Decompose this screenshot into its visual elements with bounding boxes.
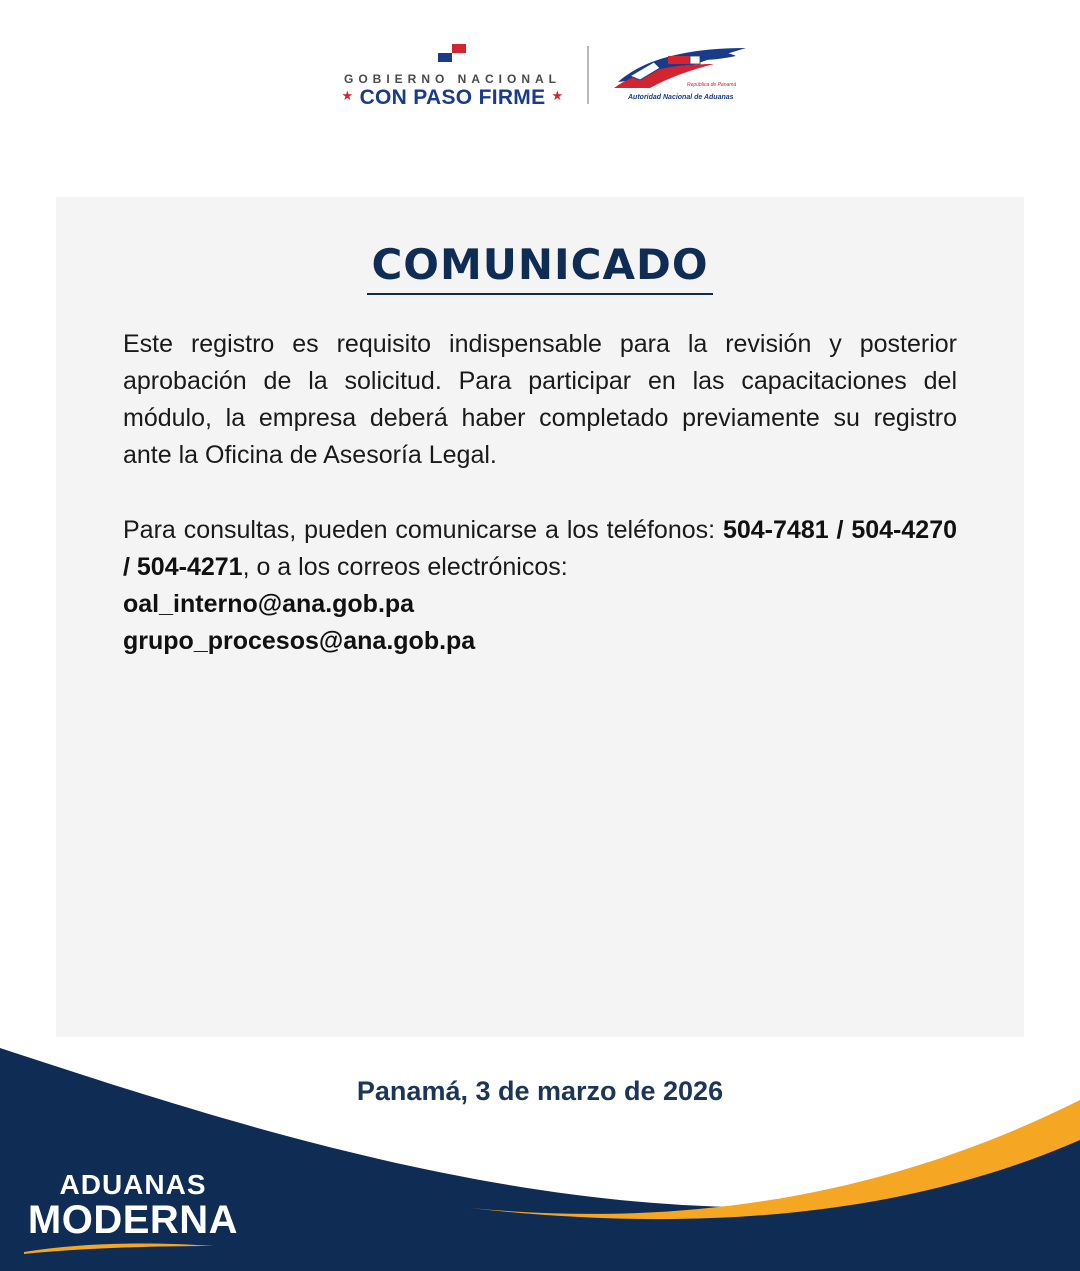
government-tagline-top: GOBIERNO NACIONAL	[344, 72, 561, 86]
email-link-1[interactable]: oal_interno@ana.gob.pa	[123, 590, 415, 618]
agency-name: Autoridad Nacional de Aduanas	[628, 94, 734, 101]
brand-swoosh-icon	[24, 1240, 214, 1254]
notice-paragraph-1: Este registro es requisito indispensable para la revisión y posterior aprobación de la solicitud. Para participar en las capacitaciones del módulo, la empresa deberá haber completado previamente su registro ante la Oficina de Asesoría Legal.	[123, 330, 957, 469]
star-icon: ★	[551, 88, 564, 103]
aduanas-moderna-logo	[18, 1170, 248, 1240]
contact-intro: Para consultas, pueden comunicarse a los teléfonos:	[123, 516, 723, 544]
brand-bottom-text: MODERNA	[27, 1198, 239, 1242]
notice-date: Panamá, 3 de marzo de 2026	[356, 1076, 724, 1106]
notice-contact-paragraph	[123, 512, 957, 660]
panama-flag-icon	[438, 44, 466, 62]
header	[0, 40, 1080, 110]
phone-number-2[interactable]: 504-4270	[851, 516, 957, 544]
government-slogan: CON PASO FIRME	[359, 86, 546, 109]
government-tagline-bottom	[330, 86, 575, 110]
title-wrapper	[0, 240, 1080, 295]
email-link-2[interactable]: grupo_procesos@ana.gob.pa	[123, 627, 476, 655]
header-divider	[587, 46, 589, 104]
star-icon: ★	[341, 88, 354, 103]
government-logo	[330, 44, 575, 109]
phone-number-1[interactable]: 504-7481	[722, 516, 829, 544]
contact-middle-text: , o a los correos electrónicos:	[242, 553, 568, 581]
phone-separator: /	[123, 553, 137, 581]
phone-number-3[interactable]: 504-4271	[136, 553, 243, 581]
phone-separator: /	[828, 516, 852, 544]
notice-title: COMUNICADO	[367, 240, 712, 295]
brand-top-text: ADUANAS	[59, 1169, 207, 1200]
customs-authority-logo	[610, 42, 750, 108]
agency-country: República de Panamá	[687, 82, 737, 88]
